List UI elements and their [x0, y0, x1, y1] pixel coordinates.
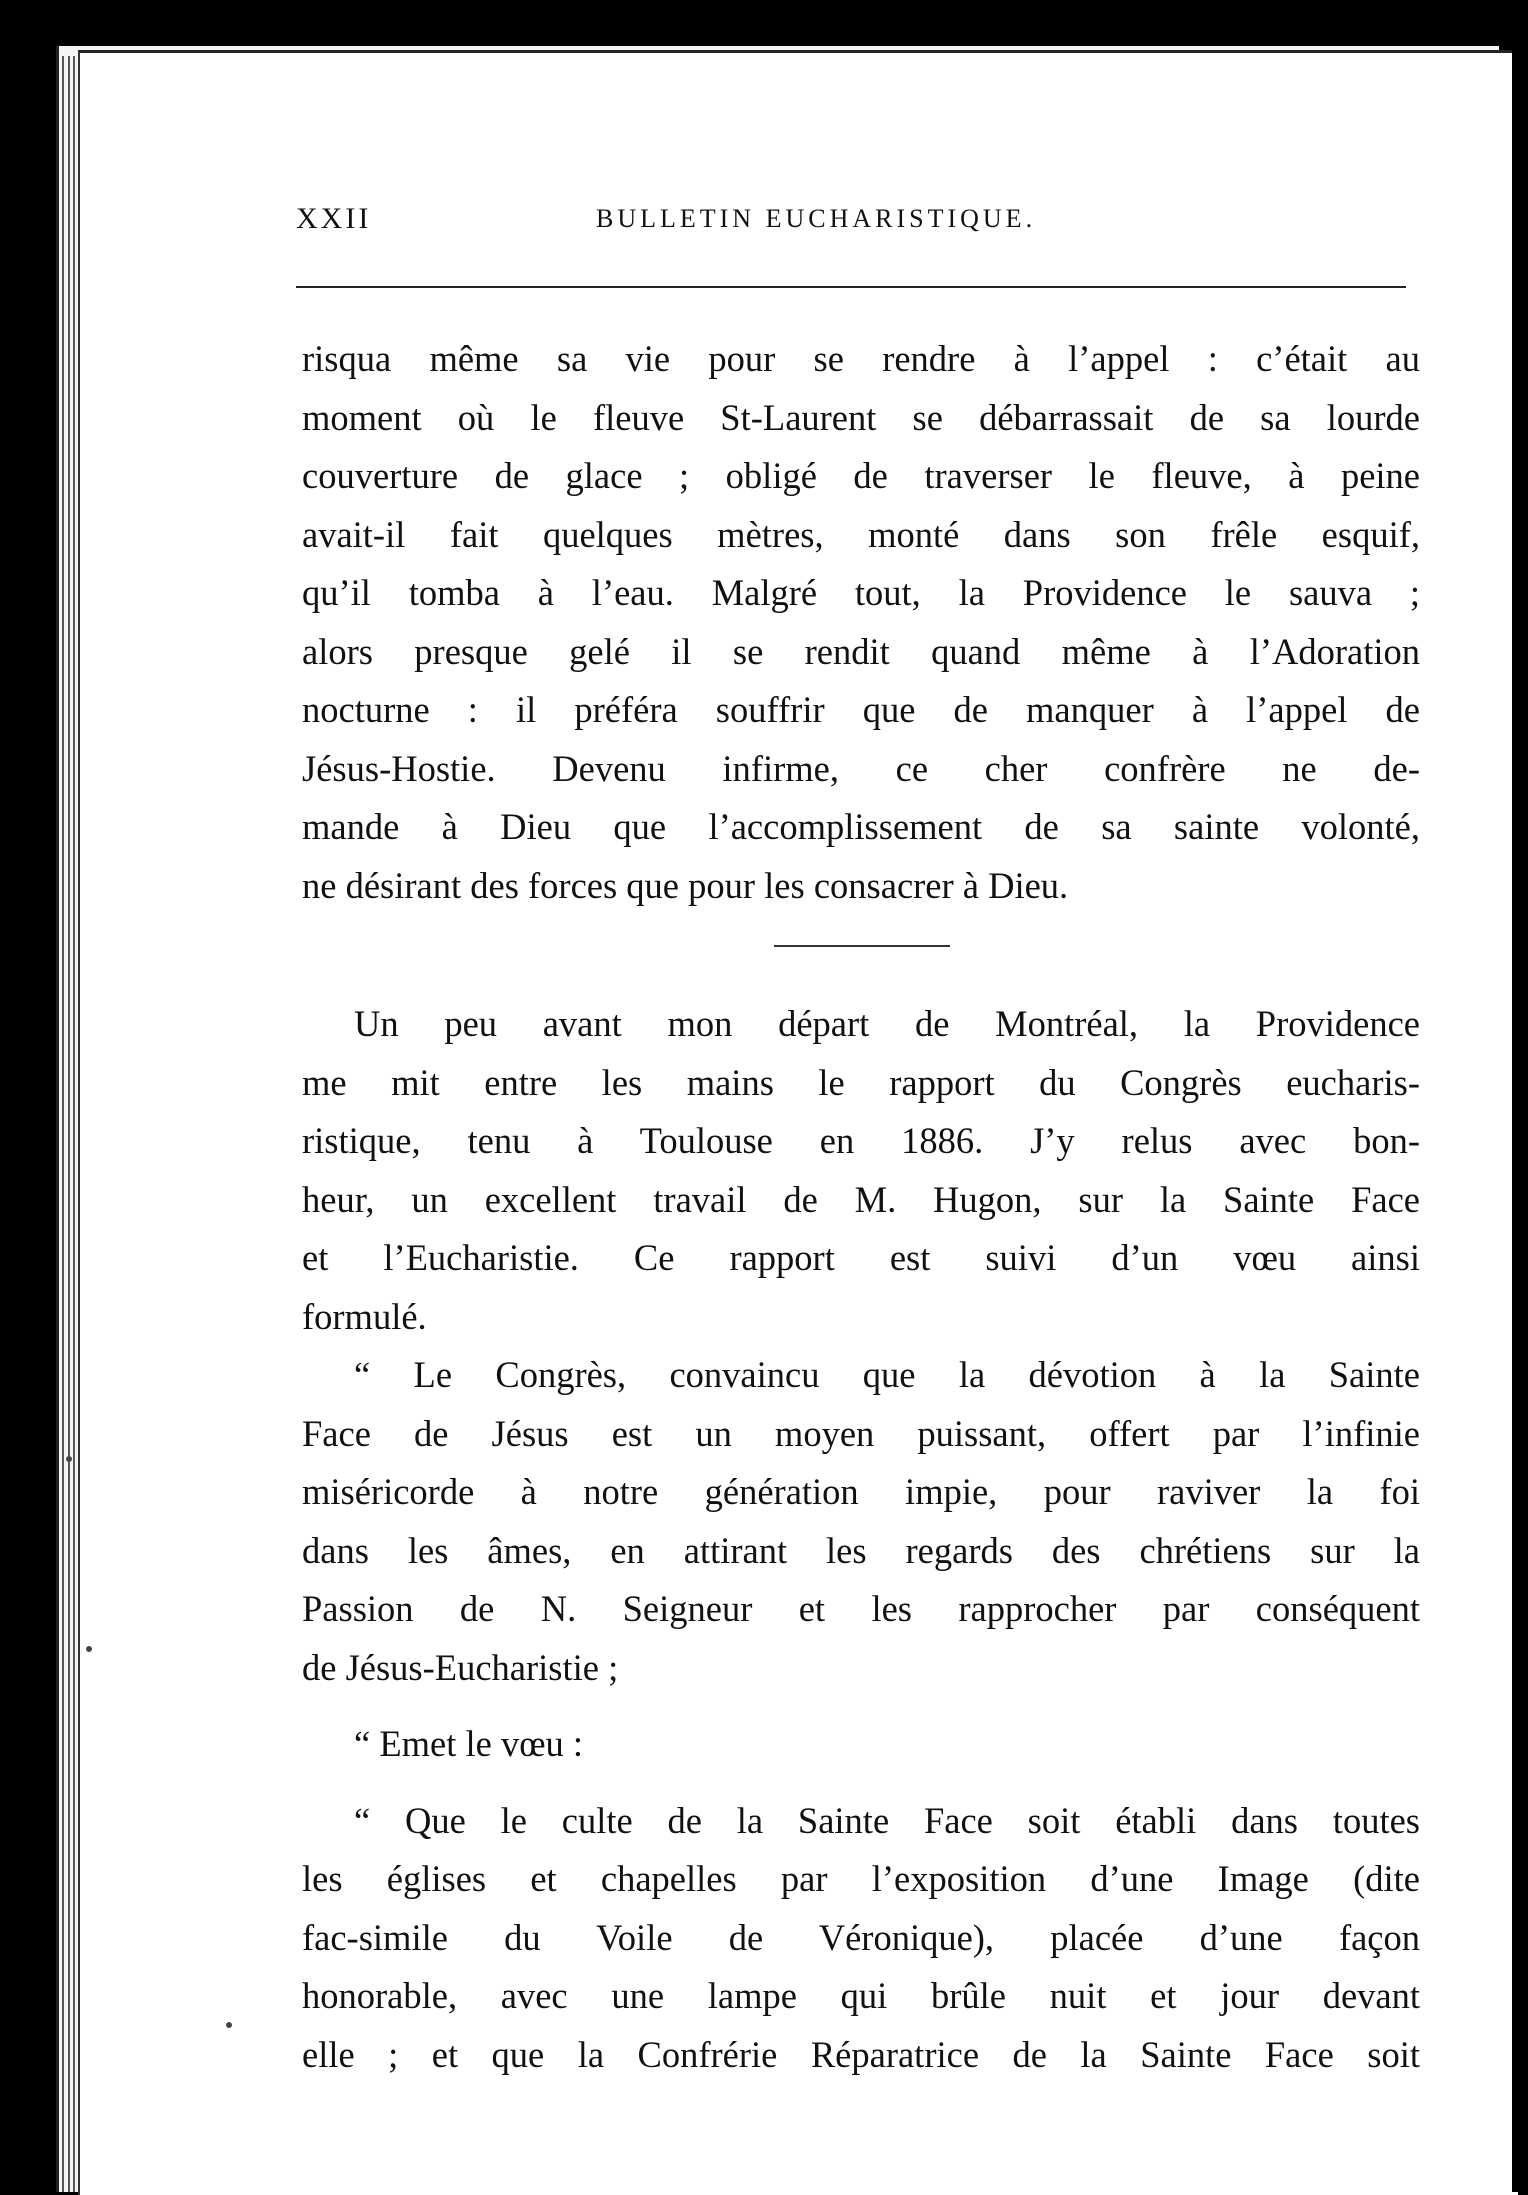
text-line: Jésus-Hostie. Devenu infirme, ce cher confrère ne de-	[302, 747, 1420, 789]
running-header	[296, 202, 1406, 242]
text-line: qu’il tomba à l’eau. Malgré tout, la Providence le sauva ;	[302, 572, 1420, 613]
text-line: risqua même sa vie pour se rendre à l’appel : c’était au	[302, 338, 1420, 379]
text-line: couverture de glace ; obligé de traverser le fleuve, à peine	[302, 455, 1420, 496]
text-line: me mit entre les mains le rapport du Congrès eucharis-	[302, 1061, 1420, 1103]
paragraph-gap	[302, 1774, 1420, 1792]
text-line: nocturne : il préféra souffrir que de manquer à l’appel de	[302, 689, 1420, 730]
text-line: Face de Jésus est un moyen puissant, offert par l’infinie	[302, 1412, 1420, 1454]
paragraph	[302, 1792, 1420, 1851]
text-line: et l’Eucharistie. Ce rapport est suivi d’un vœu ainsi	[302, 1237, 1420, 1278]
text-line: formulé.	[302, 1295, 427, 1337]
margin-speck	[66, 1456, 72, 1462]
text-line: les églises et chapelles par l’exposition d’une Image (dite	[302, 1858, 1420, 1899]
section-separator	[774, 945, 950, 947]
text-line: ne désirant des forces que pour les consacrer à Dieu.	[302, 864, 1069, 906]
text-line: “ Le Congrès, convaincu que la dévotion à la Sainte	[354, 1354, 1420, 1395]
paragraph-continued	[302, 1405, 1420, 1698]
text-line: moment où le fleuve St-Laurent se débarrassait de sa lourde	[302, 396, 1420, 438]
text-line: mande à Dieu que l’accomplissement de sa sainte volonté,	[302, 806, 1420, 847]
book-spine	[1512, 0, 1528, 2192]
paragraph	[302, 330, 1420, 915]
paragraph-gap	[302, 1697, 1420, 1715]
margin-speck	[86, 1646, 92, 1652]
paragraph	[302, 1715, 1420, 1774]
text-line: de Jésus-Eucharistie ;	[302, 1646, 619, 1688]
page-edge	[68, 56, 70, 2192]
text-line: honorable, avec une lampe qui brûle nuit et jour devant	[302, 1975, 1420, 2016]
text-line: “ Emet le vœu :	[354, 1723, 584, 1764]
text-line: heur, un excellent travail de M. Hugon, sur la Sainte Face	[302, 1178, 1420, 1220]
text-line: fac-simile du Voile de Véronique), placée d’une façon	[302, 1916, 1420, 1958]
text-line: elle ; et que la Confrérie Réparatrice de la Sainte Face soit	[302, 2033, 1420, 2075]
paragraph-continued	[302, 1054, 1420, 1347]
paragraph	[302, 995, 1420, 1054]
text-line: “ Que le culte de la Sainte Face soit établi dans toutes	[354, 1799, 1420, 1841]
text-line: alors presque gelé il se rendit quand même à l’Adoration	[302, 630, 1420, 672]
paragraph	[302, 1346, 1420, 1405]
page-edge	[73, 56, 75, 2192]
text-line: dans les âmes, en attirant les regards des chrétiens sur la	[302, 1529, 1420, 1571]
page-number: XXII	[296, 202, 372, 235]
text-line: ristique, tenu à Toulouse en 1886. J’y relus avec bon-	[302, 1120, 1420, 1161]
text-line: Un peu avant mon départ de Montréal, la Providence	[354, 1003, 1420, 1044]
text-line: Passion de N. Seigneur et les rapprocher par conséquent	[302, 1588, 1420, 1629]
page-edge	[62, 56, 64, 2192]
running-title: BULLETIN EUCHARISTIQUE.	[596, 204, 1037, 233]
margin-speck	[226, 2022, 232, 2028]
body-text	[302, 330, 1420, 2084]
text-line: avait-il fait quelques mètres, monté dans son frêle esquif,	[302, 513, 1420, 555]
paragraph-continued	[302, 1850, 1420, 2084]
text-line: miséricorde à notre génération impie, pour raviver la foi	[302, 1471, 1420, 1512]
header-rule	[296, 286, 1406, 288]
